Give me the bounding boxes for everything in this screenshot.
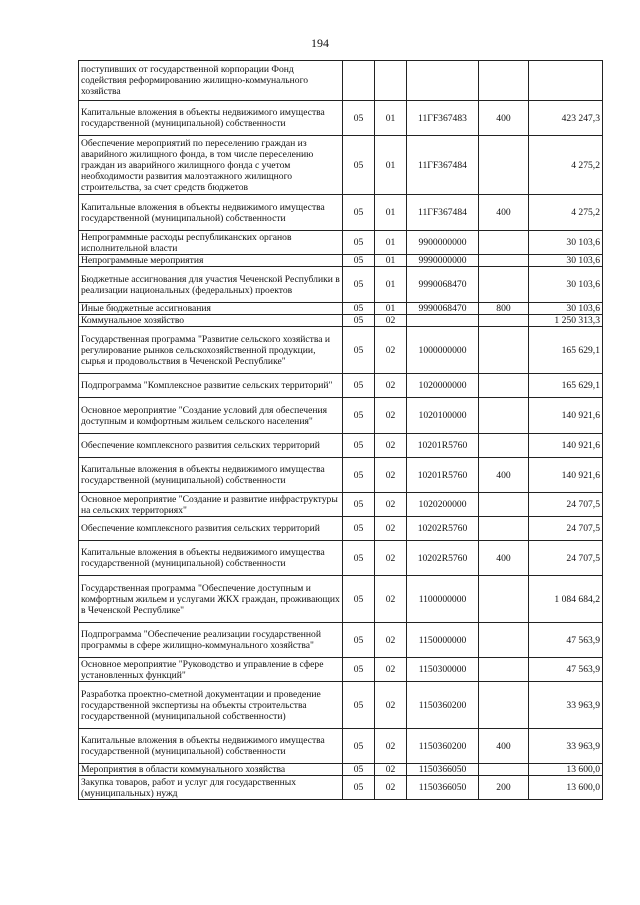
row-name: Закупка товаров, работ и услуг для государственных (муниципальных) нужд bbox=[79, 776, 343, 800]
row-name: Бюджетные ассигнования для участия Чеченской Республики в реализации национальных (федеральных) проектов bbox=[79, 267, 343, 303]
row-amount: 30 103,6 bbox=[529, 267, 603, 303]
table-row bbox=[79, 517, 603, 541]
row-section: 05 bbox=[343, 576, 375, 623]
row-name: Государственная программа "Развитие сельского хозяйства и регулирование рынков сельскохозяйственной продукции, сырья и продовольствия в Чеченской Республике" bbox=[79, 327, 343, 374]
row-subsection: 02 bbox=[375, 517, 407, 541]
row-target-code: 11ГF367484 bbox=[407, 195, 479, 231]
row-amount: 30 103,6 bbox=[529, 255, 603, 267]
row-amount: 140 921,6 bbox=[529, 458, 603, 493]
row-subsection: 02 bbox=[375, 658, 407, 682]
row-target-code: 1150360200 bbox=[407, 682, 479, 729]
table-row bbox=[79, 493, 603, 517]
row-expense-type: 400 bbox=[479, 195, 529, 231]
row-expense-type bbox=[479, 398, 529, 434]
row-section: 05 bbox=[343, 623, 375, 658]
row-section: 05 bbox=[343, 101, 375, 136]
row-section: 05 bbox=[343, 315, 375, 327]
row-name: Обеспечение комплексного развития сельских территорий bbox=[79, 517, 343, 541]
row-amount: 4 275,2 bbox=[529, 136, 603, 195]
row-subsection: 01 bbox=[375, 231, 407, 255]
row-amount: 165 629,1 bbox=[529, 374, 603, 398]
row-amount: 30 103,6 bbox=[529, 231, 603, 255]
table-row bbox=[79, 682, 603, 729]
row-amount: 4 275,2 bbox=[529, 195, 603, 231]
row-name: Капитальные вложения в объекты недвижимого имущества государственной (муниципальной) собственности bbox=[79, 101, 343, 136]
table-row bbox=[79, 623, 603, 658]
row-section: 05 bbox=[343, 195, 375, 231]
budget-table bbox=[78, 60, 603, 800]
row-expense-type: 400 bbox=[479, 729, 529, 764]
row-name: Непрограммные мероприятия bbox=[79, 255, 343, 267]
row-amount: 47 563,9 bbox=[529, 623, 603, 658]
table-row bbox=[79, 315, 603, 327]
row-subsection: 02 bbox=[375, 434, 407, 458]
row-name: Подпрограмма "Обеспечение реализации государственной программы в сфере жилищно-коммунального хозяйства" bbox=[79, 623, 343, 658]
row-section: 05 bbox=[343, 493, 375, 517]
row-target-code: 1020000000 bbox=[407, 374, 479, 398]
row-target-code: 9900000000 bbox=[407, 231, 479, 255]
row-amount: 165 629,1 bbox=[529, 327, 603, 374]
row-amount: 33 963,9 bbox=[529, 682, 603, 729]
table-row bbox=[79, 267, 603, 303]
row-section: 05 bbox=[343, 255, 375, 267]
table-row bbox=[79, 658, 603, 682]
row-expense-type bbox=[479, 493, 529, 517]
row-target-code: 10201R5760 bbox=[407, 458, 479, 493]
row-name: Капитальные вложения в объекты недвижимого имущества государственной (муниципальной) собственности bbox=[79, 458, 343, 493]
row-subsection: 02 bbox=[375, 764, 407, 776]
row-expense-type: 400 bbox=[479, 101, 529, 136]
row-target-code: 1020200000 bbox=[407, 493, 479, 517]
table-row bbox=[79, 398, 603, 434]
table-row bbox=[79, 303, 603, 315]
row-expense-type bbox=[479, 267, 529, 303]
row-expense-type bbox=[479, 315, 529, 327]
row-target-code: 1100000000 bbox=[407, 576, 479, 623]
row-subsection: 02 bbox=[375, 576, 407, 623]
row-name: Государственная программа "Обеспечение доступным и комфортным жильем и услугами ЖКХ граждан, проживающих в Чеченской Республике" bbox=[79, 576, 343, 623]
row-expense-type bbox=[479, 682, 529, 729]
row-name: Капитальные вложения в объекты недвижимого имущества государственной (муниципальной) собственности bbox=[79, 541, 343, 576]
row-amount: 33 963,9 bbox=[529, 729, 603, 764]
row-target-code: 1150366050 bbox=[407, 764, 479, 776]
row-subsection: 02 bbox=[375, 315, 407, 327]
row-subsection: 01 bbox=[375, 101, 407, 136]
row-amount: 1 084 684,2 bbox=[529, 576, 603, 623]
row-target-code: 11ГF367484 bbox=[407, 136, 479, 195]
row-name: Иные бюджетные ассигнования bbox=[79, 303, 343, 315]
table-row bbox=[79, 374, 603, 398]
row-name: Основное мероприятие "Создание и развитие инфраструктуры на сельских территориях" bbox=[79, 493, 343, 517]
table-row bbox=[79, 434, 603, 458]
row-amount: 24 707,5 bbox=[529, 493, 603, 517]
row-target-code: 10201R5760 bbox=[407, 434, 479, 458]
row-target-code: 1150300000 bbox=[407, 658, 479, 682]
table-row bbox=[79, 776, 603, 800]
row-expense-type bbox=[479, 255, 529, 267]
table-row bbox=[79, 61, 603, 101]
table-row bbox=[79, 541, 603, 576]
row-section: 05 bbox=[343, 434, 375, 458]
row-section: 05 bbox=[343, 267, 375, 303]
row-section: 05 bbox=[343, 327, 375, 374]
row-expense-type bbox=[479, 231, 529, 255]
row-section: 05 bbox=[343, 231, 375, 255]
row-subsection: 02 bbox=[375, 458, 407, 493]
table-row bbox=[79, 231, 603, 255]
row-section bbox=[343, 61, 375, 101]
row-subsection: 02 bbox=[375, 729, 407, 764]
row-section: 05 bbox=[343, 776, 375, 800]
row-amount bbox=[529, 61, 603, 101]
row-name: Непрограммные расходы республиканских органов исполнительной власти bbox=[79, 231, 343, 255]
row-section: 05 bbox=[343, 458, 375, 493]
row-expense-type bbox=[479, 327, 529, 374]
row-target-code: 1150360200 bbox=[407, 729, 479, 764]
row-target-code: 1150000000 bbox=[407, 623, 479, 658]
page-number: 194 bbox=[311, 36, 329, 50]
row-subsection bbox=[375, 61, 407, 101]
table-row bbox=[79, 255, 603, 267]
row-target-code: 9990000000 bbox=[407, 255, 479, 267]
row-subsection: 02 bbox=[375, 776, 407, 800]
row-amount: 24 707,5 bbox=[529, 541, 603, 576]
row-expense-type bbox=[479, 374, 529, 398]
row-section: 05 bbox=[343, 658, 375, 682]
row-subsection: 01 bbox=[375, 136, 407, 195]
table-row bbox=[79, 764, 603, 776]
row-amount: 47 563,9 bbox=[529, 658, 603, 682]
row-expense-type bbox=[479, 434, 529, 458]
row-target-code: 11ГF367483 bbox=[407, 101, 479, 136]
row-subsection: 02 bbox=[375, 682, 407, 729]
row-subsection: 02 bbox=[375, 398, 407, 434]
row-expense-type bbox=[479, 764, 529, 776]
row-amount: 13 600,0 bbox=[529, 776, 603, 800]
row-target-code: 1150366050 bbox=[407, 776, 479, 800]
table-row bbox=[79, 458, 603, 493]
row-expense-type: 400 bbox=[479, 458, 529, 493]
row-subsection: 01 bbox=[375, 267, 407, 303]
row-name: Подпрограмма "Комплексное развитие сельских территорий" bbox=[79, 374, 343, 398]
row-expense-type bbox=[479, 623, 529, 658]
row-amount: 13 600,0 bbox=[529, 764, 603, 776]
row-subsection: 02 bbox=[375, 623, 407, 658]
row-name: Мероприятия в области коммунального хозяйства bbox=[79, 764, 343, 776]
row-section: 05 bbox=[343, 136, 375, 195]
row-name: Разработка проектно-сметной документации и проведение государственной экспертизы на объекты строительства государственной (муниципальной собственности) bbox=[79, 682, 343, 729]
row-section: 05 bbox=[343, 517, 375, 541]
row-name: поступивших от государственной корпорации Фонд содействия реформированию жилищно-коммунального хозяйства bbox=[79, 61, 343, 101]
row-section: 05 bbox=[343, 398, 375, 434]
row-subsection: 02 bbox=[375, 493, 407, 517]
row-target-code: 10202R5760 bbox=[407, 541, 479, 576]
row-subsection: 01 bbox=[375, 195, 407, 231]
row-amount: 30 103,6 bbox=[529, 303, 603, 315]
row-section: 05 bbox=[343, 541, 375, 576]
row-expense-type: 200 bbox=[479, 776, 529, 800]
row-target-code bbox=[407, 315, 479, 327]
row-name: Капитальные вложения в объекты недвижимого имущества государственной (муниципальной) собственности bbox=[79, 729, 343, 764]
row-target-code bbox=[407, 61, 479, 101]
table-row bbox=[79, 576, 603, 623]
table-row bbox=[79, 195, 603, 231]
row-name: Основное мероприятие "Создание условий для обеспечения доступным и комфортным жильем сельского населения" bbox=[79, 398, 343, 434]
row-amount: 24 707,5 bbox=[529, 517, 603, 541]
row-section: 05 bbox=[343, 764, 375, 776]
table-row bbox=[79, 729, 603, 764]
row-section: 05 bbox=[343, 374, 375, 398]
row-section: 05 bbox=[343, 682, 375, 729]
row-target-code: 9990068470 bbox=[407, 267, 479, 303]
row-target-code: 1000000000 bbox=[407, 327, 479, 374]
row-name: Обеспечение комплексного развития сельских территорий bbox=[79, 434, 343, 458]
table-row bbox=[79, 101, 603, 136]
row-expense-type: 800 bbox=[479, 303, 529, 315]
row-section: 05 bbox=[343, 729, 375, 764]
row-subsection: 01 bbox=[375, 303, 407, 315]
row-expense-type bbox=[479, 517, 529, 541]
row-subsection: 01 bbox=[375, 255, 407, 267]
row-amount: 1 250 313,3 bbox=[529, 315, 603, 327]
table-row bbox=[79, 136, 603, 195]
row-amount: 140 921,6 bbox=[529, 398, 603, 434]
row-name: Обеспечение мероприятий по переселению граждан из аварийного жилищного фонда, в том числе переселению граждан из аварийного жилищного фонда с учетом необходимости развития малоэтажного жилищного строительства, за счет средств бюджетов bbox=[79, 136, 343, 195]
row-section: 05 bbox=[343, 303, 375, 315]
row-expense-type bbox=[479, 576, 529, 623]
row-subsection: 02 bbox=[375, 327, 407, 374]
row-expense-type: 400 bbox=[479, 541, 529, 576]
row-expense-type bbox=[479, 658, 529, 682]
row-name: Коммунальное хозяйство bbox=[79, 315, 343, 327]
row-target-code: 9990068470 bbox=[407, 303, 479, 315]
row-amount: 423 247,3 bbox=[529, 101, 603, 136]
table-row bbox=[79, 327, 603, 374]
row-name: Капитальные вложения в объекты недвижимого имущества государственной (муниципальной) собственности bbox=[79, 195, 343, 231]
row-expense-type bbox=[479, 61, 529, 101]
row-subsection: 02 bbox=[375, 374, 407, 398]
row-target-code: 1020100000 bbox=[407, 398, 479, 434]
row-name: Основное мероприятие "Руководство и управление в сфере установленных функций" bbox=[79, 658, 343, 682]
row-target-code: 10202R5760 bbox=[407, 517, 479, 541]
row-expense-type bbox=[479, 136, 529, 195]
row-subsection: 02 bbox=[375, 541, 407, 576]
row-amount: 140 921,6 bbox=[529, 434, 603, 458]
